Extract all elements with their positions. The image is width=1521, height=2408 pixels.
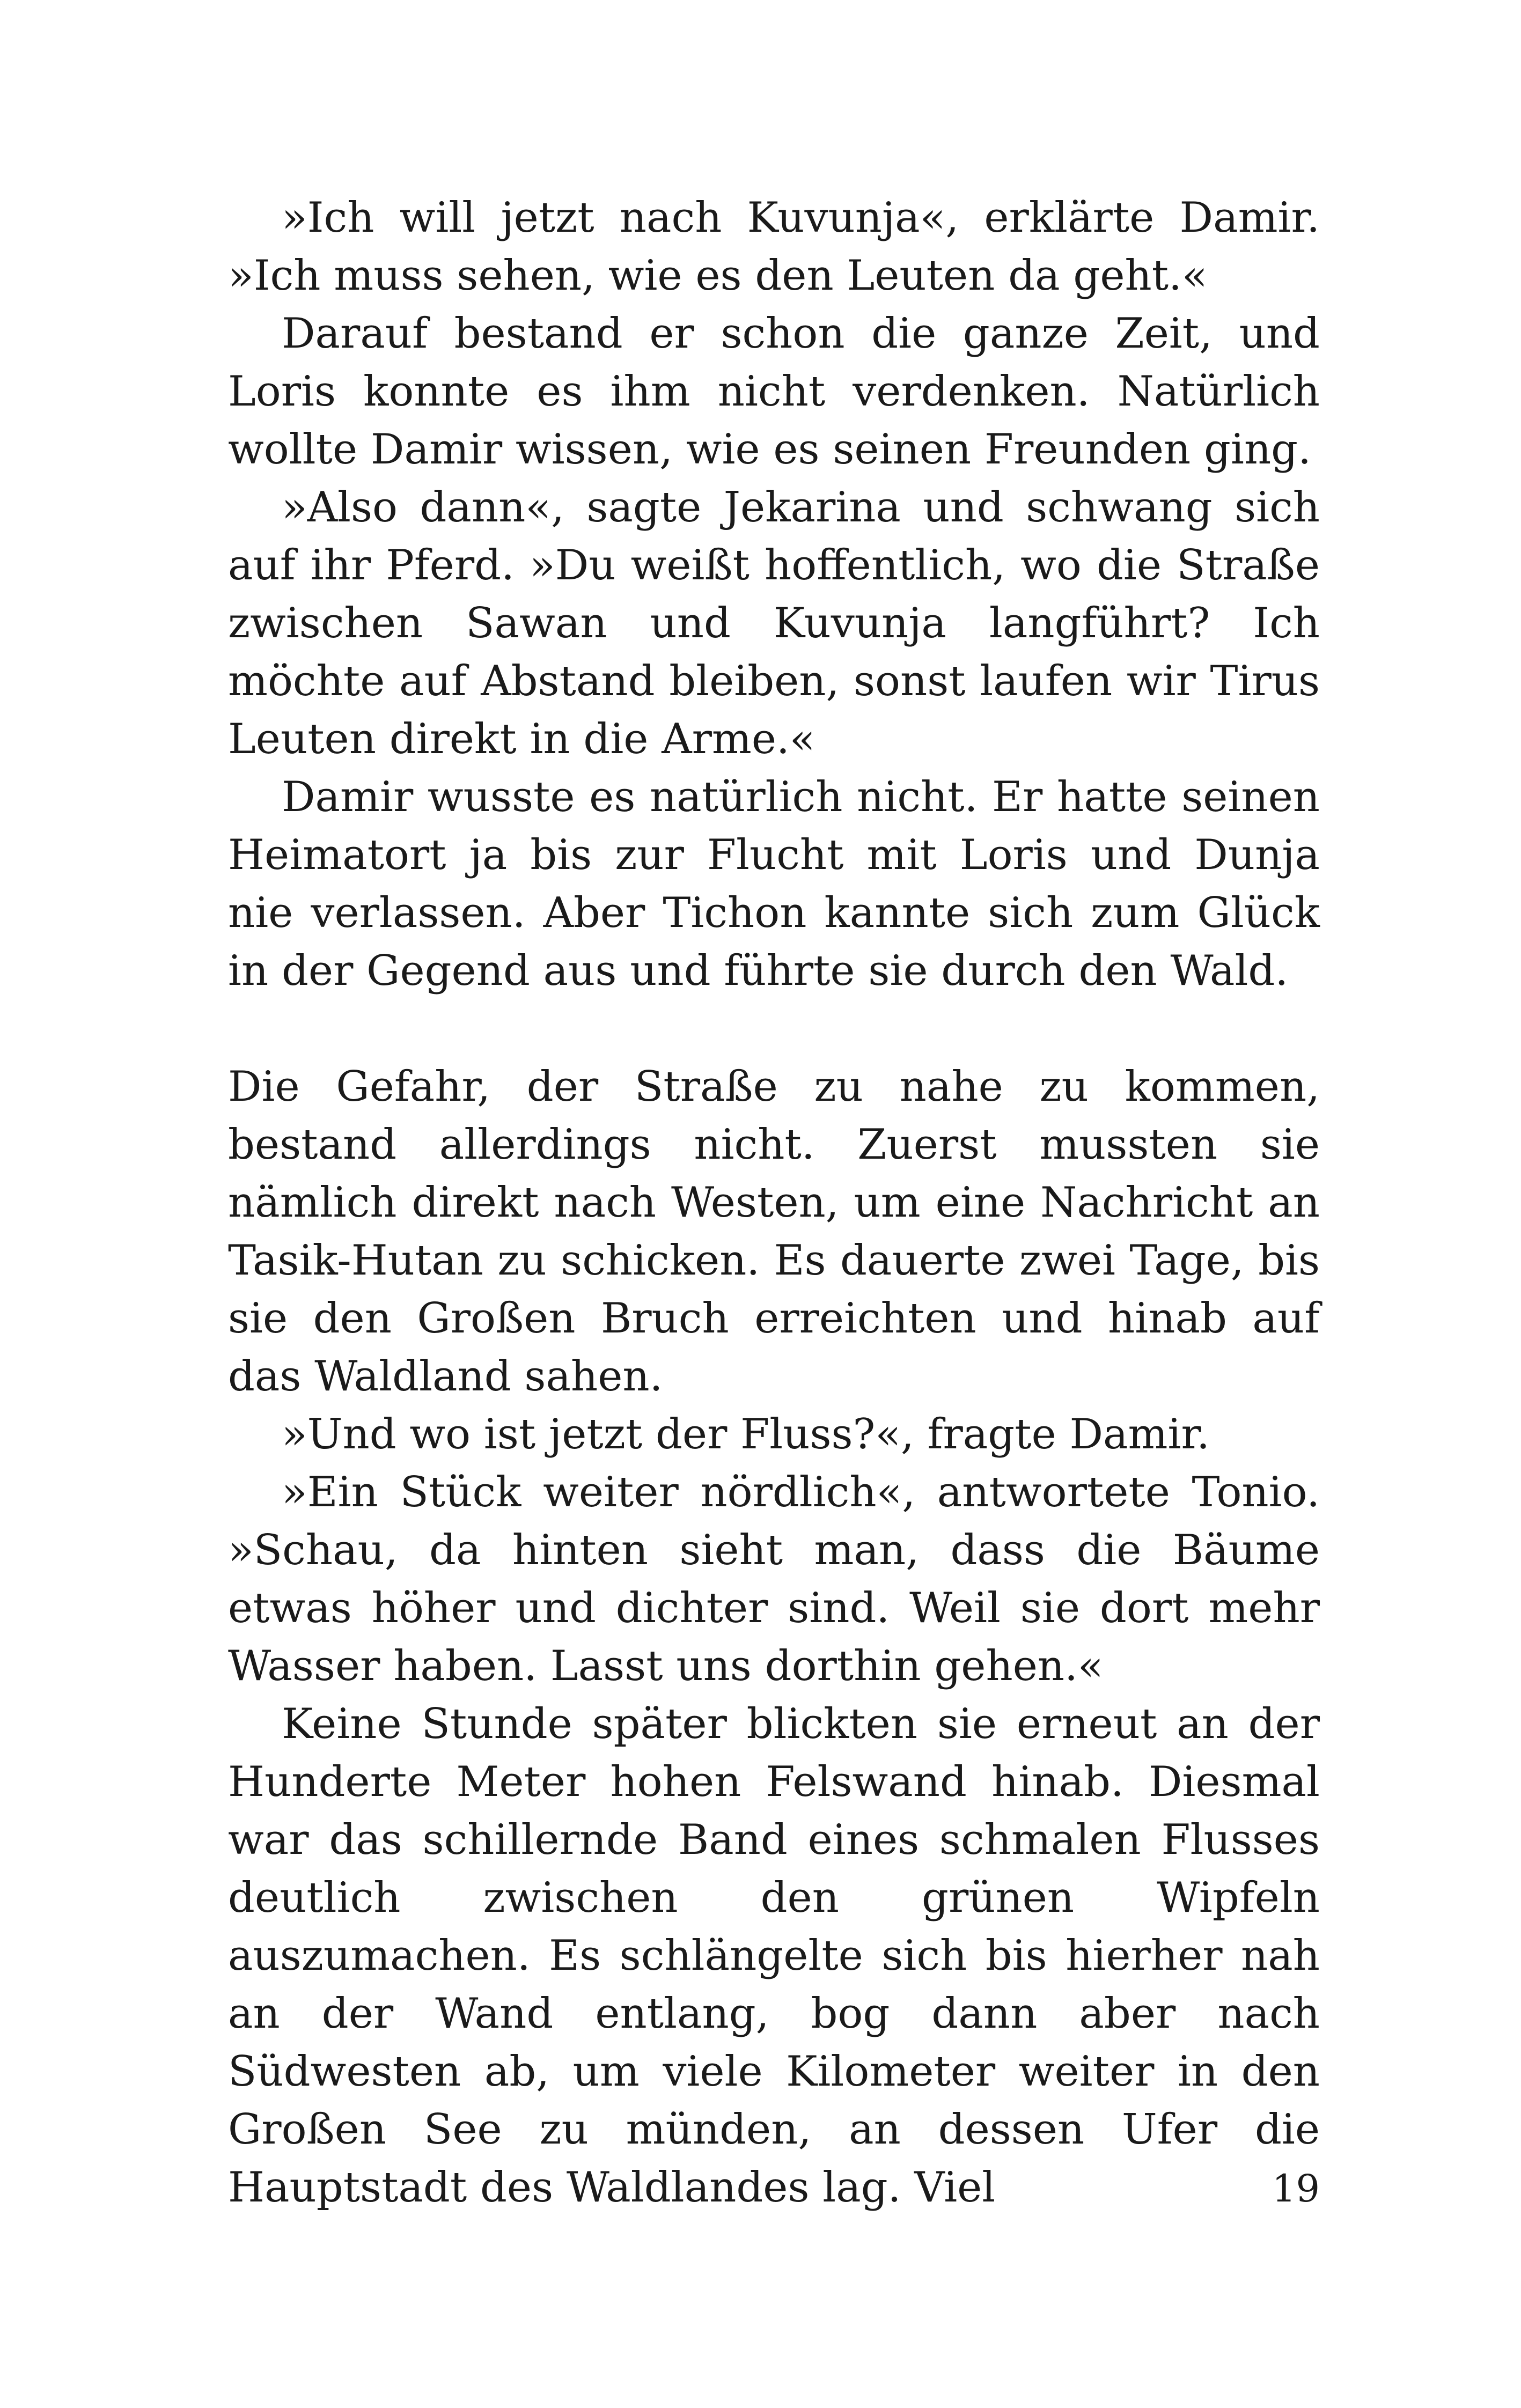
paragraph: Keine Stunde später blickten sie erneut an der Hunderte Meter hohen Felswand hinab. Diesmal war das schillernde Band eines schmalen Flusses deutlich zwischen den grünen Wipfeln auszumachen. Es schlängelte sich bis hierher nah an der Wand entlang, bog dann aber nach Südwesten ab, um viele Kilometer weiter in den Großen See zu münden, an dessen Ufer die Hauptstadt des Waldlandes lag. Viel [228, 1700, 1320, 2212]
paragraph: »Ich will jetzt nach Kuvunja«, erklärte Damir. »Ich muss sehen, wie es den Leuten da geht.« [228, 194, 1320, 300]
text-section-2 [228, 1058, 1320, 2216]
text-section-1 [228, 189, 1320, 1000]
page-number: 19 [1272, 2167, 1320, 2211]
paragraph: Die Gefahr, der Straße zu nahe zu kommen, bestand allerdings nicht. Zuerst mussten sie nämlich direkt nach Westen, um eine Nachricht an Tasik-Hutan zu schicken. Es dauerte zwei Tage, bis sie den Großen Bruch erreichten und hinab auf das Waldland sahen. [228, 1063, 1320, 1401]
paragraph: Damir wusste es natürlich nicht. Er hatte seinen Heimatort ja bis zur Flucht mit Loris und Dunja nie verlassen. Aber Tichon kannte sich zum Glück in der Gegend aus und führte sie durch den Wald. [228, 773, 1320, 995]
paragraph: »Und wo ist jetzt der Fluss?«, fragte Damir. [282, 1410, 1210, 1459]
paragraph: »Ein Stück weiter nördlich«, antwortete Tonio. »Schau, da hinten sieht man, dass die Bäume etwas höher und dichter sind. Weil sie dort mehr Wasser haben. Lasst uns dorthin gehen.« [228, 1468, 1320, 1690]
paragraph: »Also dann«, sagte Jekarina und schwang sich auf ihr Pferd. »Du weißt hoffentlich, wo die Straße zwischen Sawan und Kuvunja langführt? Ich möchte auf Abstand bleiben, sonst laufen wir Tirus Leuten direkt in die Arme.« [228, 483, 1320, 763]
paragraph: Darauf bestand er schon die ganze Zeit, und Loris konnte es ihm nicht verdenken. Natürlich wollte Damir wissen, wie es seinen Freunden ging. [228, 310, 1320, 474]
